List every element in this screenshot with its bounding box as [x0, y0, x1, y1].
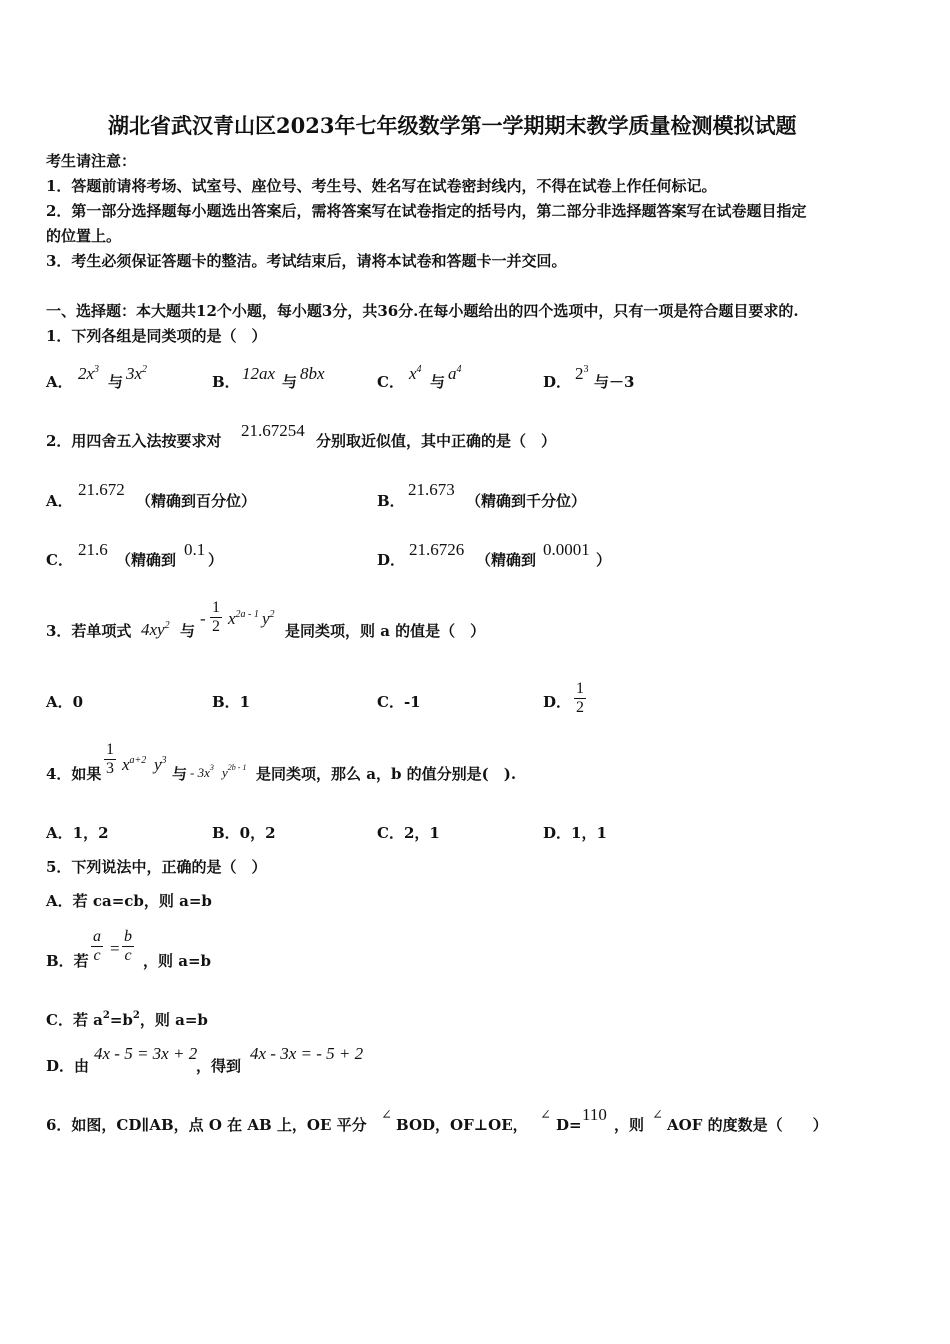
q5-option-c[interactable]: C．若 $a^2=b^2$，则 a=b — [46, 1010, 208, 1029]
angle-symbol: ∠ — [652, 1107, 663, 1122]
q3-option-c[interactable]: C．-1 — [377, 693, 421, 711]
notice-line-2a: 2．第一部分选择题每小题选出答案后，需将答案写在试卷指定的括号内，第二部分非选择题答案写在试卷题目指定 — [46, 202, 807, 220]
angle-symbol: ∠ — [381, 1107, 392, 1122]
notice-line-2b: 的位置上。 — [46, 227, 122, 245]
angle-symbol: ∠ — [540, 1107, 551, 1122]
q4-option-b[interactable]: B．0，2 — [212, 824, 276, 842]
q3-option-b[interactable]: B．1 — [212, 693, 251, 711]
q4-option-d[interactable]: D．1，1 — [543, 824, 607, 842]
q5-stem: 5．下列说法中，正确的是（ ） — [46, 858, 267, 876]
notice-line-1: 1．答题前请将考场、试室号、座位号、考生号、姓名写在试卷密封线内，不得在试卷上作任何标记。 — [46, 177, 717, 195]
q4-option-c[interactable]: C．2，1 — [377, 824, 440, 842]
section-heading: 一、选择题：本大题共12个小题，每小题3分，共36分.在每小题给出的四个选项中，只有一项是符合题目要求的. — [46, 302, 799, 320]
q4-option-a[interactable]: A．1，2 — [46, 824, 109, 842]
q1-stem: 1．下列各组是同类项的是（ ） — [46, 327, 267, 345]
q5-option-a[interactable]: A．若 ca=cb，则 a=b — [46, 892, 212, 910]
notice-line-3: 3．考生必须保证答题卡的整洁。考试结束后，请将本试卷和答题卡一并交回。 — [46, 252, 567, 270]
q3-option-a[interactable]: A．0 — [46, 693, 84, 711]
notice-heading: 考生请注意： — [46, 152, 137, 170]
page-title: 湖北省武汉青山区2023年七年级数学第一学期期末教学质量检测模拟试题 — [108, 113, 797, 138]
